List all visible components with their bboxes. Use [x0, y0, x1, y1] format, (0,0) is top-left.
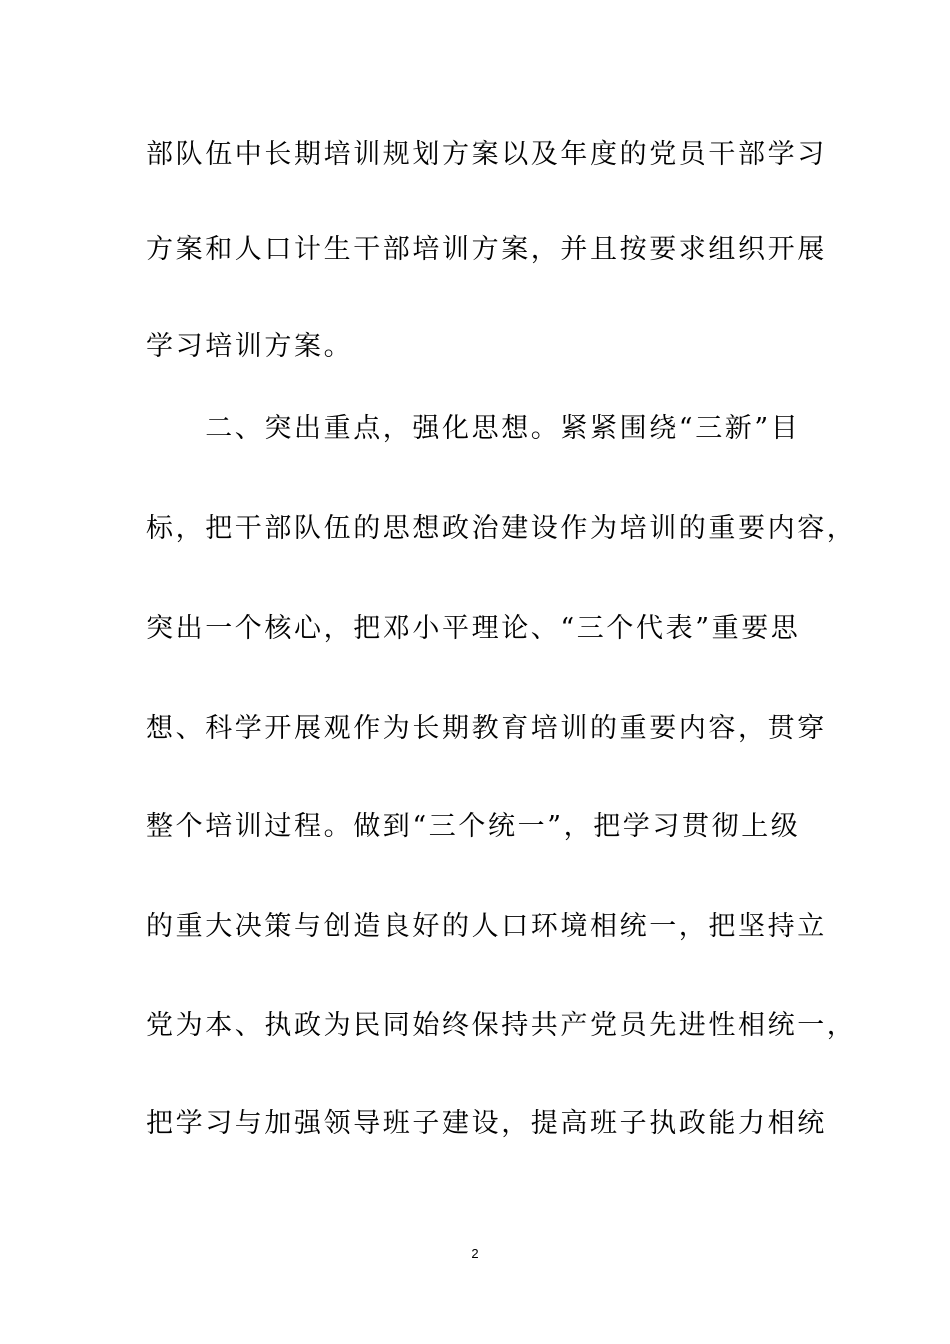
- text-line: 把学习与加强领导班子建设，提高班子执政能力相统: [146, 1108, 827, 1139]
- text-line: 标，把干部队伍的思想政治建设作为培训的重要内容，: [146, 513, 857, 544]
- text-line: 党为本、执政为民同始终保持共产党员先进性相统一，: [146, 1010, 857, 1041]
- text-line: 突出一个核心，把邓小平理论、“三个代表”重要思: [146, 613, 801, 644]
- text-line: 二、突出重点，强化思想。紧紧围绕“三新”目: [146, 413, 801, 444]
- text-line: 部队伍中长期培训规划方案以及年度的党员干部学习: [146, 139, 827, 170]
- text-line: 学习培训方案。: [146, 331, 354, 362]
- text-line: 整个培训过程。做到“三个统一”，把学习贯彻上级: [146, 811, 801, 842]
- text-line: 的重大决策与创造良好的人口环境相统一，把坚持立: [146, 911, 827, 942]
- page-number: 2: [471, 1246, 479, 1261]
- text-line: 方案和人口计生干部培训方案，并且按要求组织开展: [146, 234, 827, 265]
- text-line: 想、科学开展观作为长期教育培训的重要内容，贯穿: [146, 713, 827, 744]
